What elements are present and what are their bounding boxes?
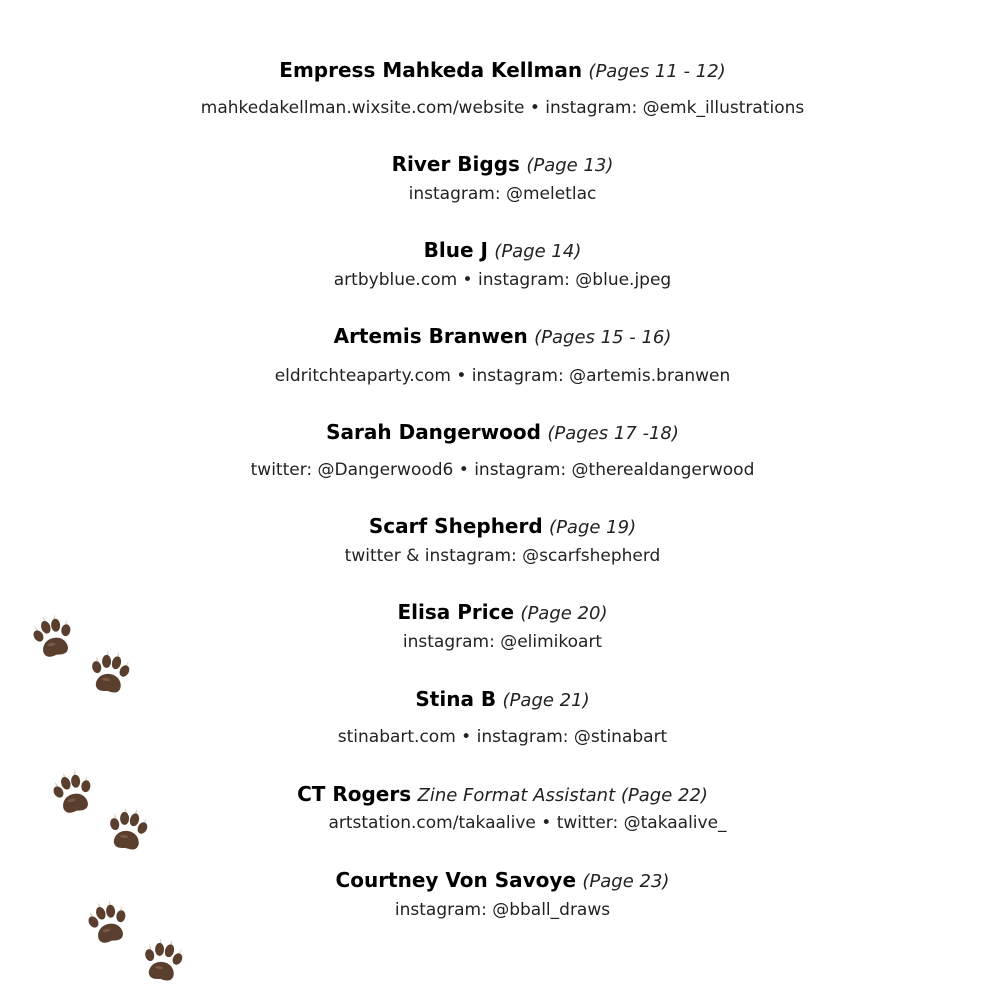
credit-name-line xyxy=(0,599,1005,627)
artist-links: instagram: @bball_draws xyxy=(394,900,611,920)
credit-name-line xyxy=(0,419,1005,447)
page-range: (Page 23) xyxy=(582,871,670,892)
page-range: (Pages 17 -18) xyxy=(547,423,679,444)
page-range: (Pages 11 - 12) xyxy=(588,61,726,82)
artist-links: twitter: @Dangerwood6 • instagram: @therealdangerwood xyxy=(250,460,755,480)
artist-links: instagram: @elimikoart xyxy=(402,632,603,652)
artist-links: twitter & instagram: @scarfshepherd xyxy=(344,546,661,566)
credit-name-line xyxy=(0,323,1005,351)
page-range: (Pages 15 - 16) xyxy=(534,327,672,348)
artist-name: Artemis Branwen xyxy=(333,324,528,348)
paw-print-icon xyxy=(82,645,138,701)
artist-links: instagram: @meletlac xyxy=(408,184,597,204)
artist-name: Scarf Shepherd xyxy=(368,514,543,538)
credit-name-line xyxy=(0,686,1005,714)
credit-name-line xyxy=(0,151,1005,179)
page-range: (Page 14) xyxy=(494,241,582,262)
artist-name: Empress Mahkeda Kellman xyxy=(279,58,583,82)
artist-name: Sarah Dangerwood xyxy=(326,420,541,444)
artist-links: eldritchteaparty.com • instagram: @artemis.branwen xyxy=(274,366,731,386)
credit-name-line xyxy=(0,867,1005,895)
credit-name-line xyxy=(0,781,1005,809)
artist-links: stinabart.com • instagram: @stinabart xyxy=(337,727,668,747)
artist-name: Elisa Price xyxy=(397,600,515,624)
artist-name: River Biggs xyxy=(391,152,520,176)
artist-name: Stina B xyxy=(415,687,497,711)
page-range: Zine Format Assistant (Page 22) xyxy=(417,785,708,806)
credit-name-line xyxy=(0,513,1005,541)
artist-links: mahkedakellman.wixsite.com/website • instagram: @emk_illustrations xyxy=(200,98,805,118)
credit-name-line xyxy=(0,57,1005,85)
paw-print-icon xyxy=(78,893,137,952)
paw-print-icon xyxy=(100,802,156,858)
page-range: (Page 21) xyxy=(502,690,590,711)
artist-links: artbyblue.com • instagram: @blue.jpeg xyxy=(333,270,672,290)
artist-name: CT Rogers xyxy=(297,782,412,806)
artist-name: Blue J xyxy=(423,238,488,262)
credit-name-line xyxy=(0,237,1005,265)
paw-print-icon xyxy=(43,763,102,822)
paw-print-icon xyxy=(135,933,191,989)
artist-name: Courtney Von Savoye xyxy=(335,868,577,892)
artist-links: artstation.com/takaalive • twitter: @takaalive_ xyxy=(328,813,727,833)
page-range: (Page 20) xyxy=(520,603,608,624)
page-range: (Page 19) xyxy=(549,517,637,538)
page-range: (Page 13) xyxy=(526,155,614,176)
paw-print-icon xyxy=(23,607,82,666)
